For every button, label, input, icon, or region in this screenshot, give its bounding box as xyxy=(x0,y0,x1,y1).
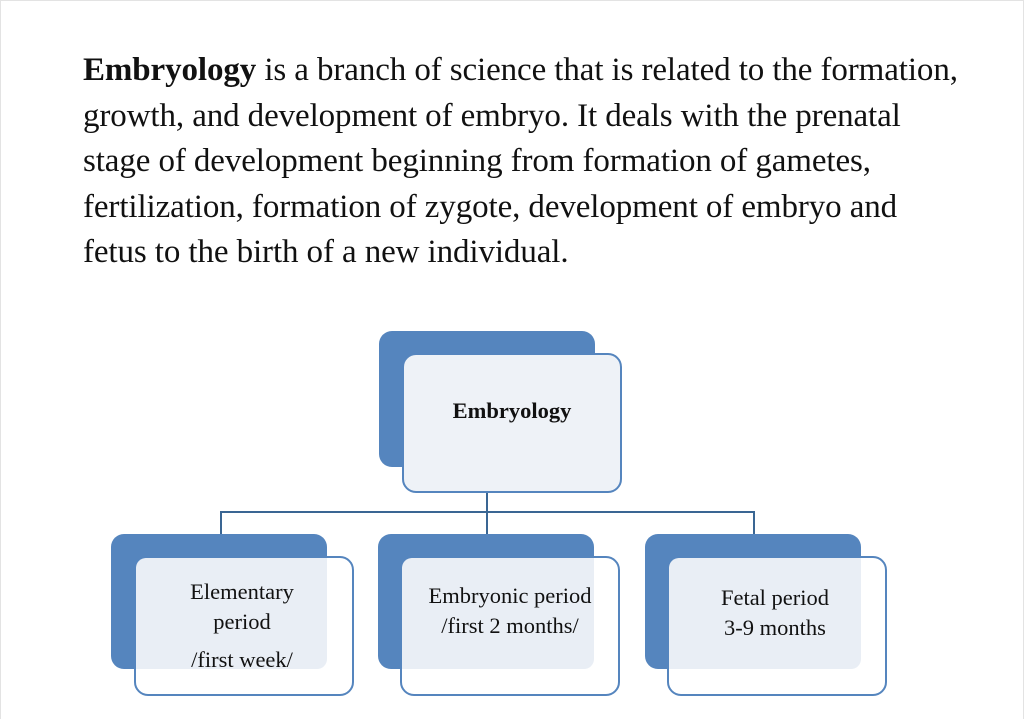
child-node-2-line2: /first 2 months/ xyxy=(441,613,579,638)
child-node-3-line2: 3-9 months xyxy=(724,615,826,640)
child-node-3-label xyxy=(667,583,883,643)
right-branch-connector xyxy=(753,511,755,534)
root-node-label: Embryology xyxy=(452,398,572,423)
intro-term: Embryology xyxy=(83,52,257,88)
child-node-2-line1: Embryonic period xyxy=(428,583,592,608)
middle-branch-connector xyxy=(486,511,488,534)
child-node-3-line1: Fetal period xyxy=(720,585,830,610)
intro-text: is a branch of science that is related to the formation, growth, and development of embryo. It deals with the prenatal stage of development beginning from formation of gametes, fertilization, formation of zygote, development of embryo and fetus to the birth of a new individual. xyxy=(83,52,958,270)
child-node-1-line2: period xyxy=(213,609,271,634)
child-node-1-label xyxy=(134,577,350,675)
child-node-2-label xyxy=(400,581,620,641)
intro-paragraph xyxy=(83,48,963,276)
left-branch-connector xyxy=(220,511,222,534)
child-node-1-line1: Elementary xyxy=(190,579,294,604)
child-node-1-line3: /first week/ xyxy=(191,647,293,672)
